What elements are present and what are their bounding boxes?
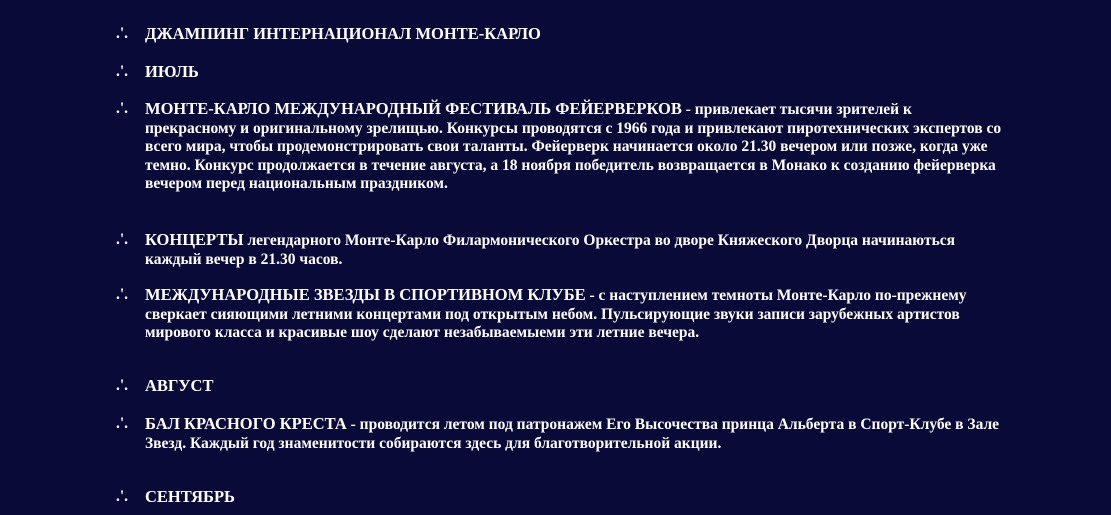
- item-heading: АВГУСТ: [145, 376, 214, 395]
- list-item: [116, 63, 1006, 83]
- item-text: [145, 377, 1006, 397]
- item-text: [145, 63, 1006, 83]
- bullet-marker: .'.: [116, 100, 129, 117]
- item-heading: МЕЖДУНАРОДНЫЕ ЗВЕЗДЫ В СПОРТИВНОМ КЛУБЕ: [145, 285, 586, 304]
- bullet-marker: .'.: [116, 415, 129, 432]
- list-item: [116, 231, 1006, 269]
- item-heading: ИЮЛЬ: [145, 62, 199, 81]
- item-heading: ДЖАМПИНГ ИНТЕРНАЦИОНАЛ МОНТЕ-КАРЛО: [145, 24, 541, 43]
- list-item: [116, 377, 1006, 397]
- item-text: [145, 415, 1006, 453]
- item-heading: КОНЦЕРТЫ: [145, 230, 244, 249]
- list-item: [116, 286, 1006, 343]
- list-item: [116, 488, 1006, 508]
- item-text: [145, 286, 1006, 343]
- bullet-marker: .'.: [116, 286, 129, 303]
- bullet-marker: .'.: [116, 377, 129, 394]
- item-description: - проводится летом под патронажем Его Высочества принца Альберта в Спорт-Клубе в Зале Звезд. Каждый год знаменитости собираются здесь для благотворительной акции.: [145, 416, 1000, 452]
- item-heading: БАЛ КРАСНОГО КРЕСТА: [145, 414, 347, 433]
- list-item: [116, 100, 1006, 194]
- item-description: легендарного Монте-Карло Филармонического Оркестра во дворе Княжеского Дворца начинаються каждый вечер в 21.30 часов.: [145, 232, 956, 268]
- item-text: [145, 25, 1006, 45]
- bullet-marker: .'.: [116, 488, 129, 505]
- bullet-marker: .'.: [116, 63, 129, 80]
- item-heading: СЕНТЯБРЬ: [145, 487, 235, 506]
- bullet-marker: .'.: [116, 25, 129, 42]
- item-text: [145, 231, 1006, 269]
- item-description: - привлекает тысячи зрителей к прекрасному и оригинальному зрелищью. Конкурсы проводятся с 1966 года и привлекают пиротехнических экспертов со всего мира, чтобы продемонстрировать свои таланты. Фейерверк начинается около 21.30 вечером или позже, когда уже темно. Конкурс продолжается в течение августа, а 18 ноября победитель возвращается в Монако к созданию фейерверка вечером перед национальным праздником.: [145, 101, 1002, 192]
- item-description: - с наступлением темноты Монте-Карло по-прежнему сверкает сияющими летними концертами под открытым небом. Пульсирующие звуки записи зарубежных артистов мирового класса и красивые шоу сделают незабываемыеми эти летние вечера.: [145, 287, 967, 341]
- item-heading: МОНТЕ-КАРЛО МЕЖДУНАРОДНЫЙ ФЕСТИВАЛЬ ФЕЙЕРВЕРКОВ: [145, 99, 682, 118]
- list-item: [116, 415, 1006, 453]
- item-text: [145, 100, 1006, 194]
- item-text: [145, 488, 1006, 508]
- bullet-marker: .'.: [116, 231, 129, 248]
- list-item: [116, 25, 1006, 45]
